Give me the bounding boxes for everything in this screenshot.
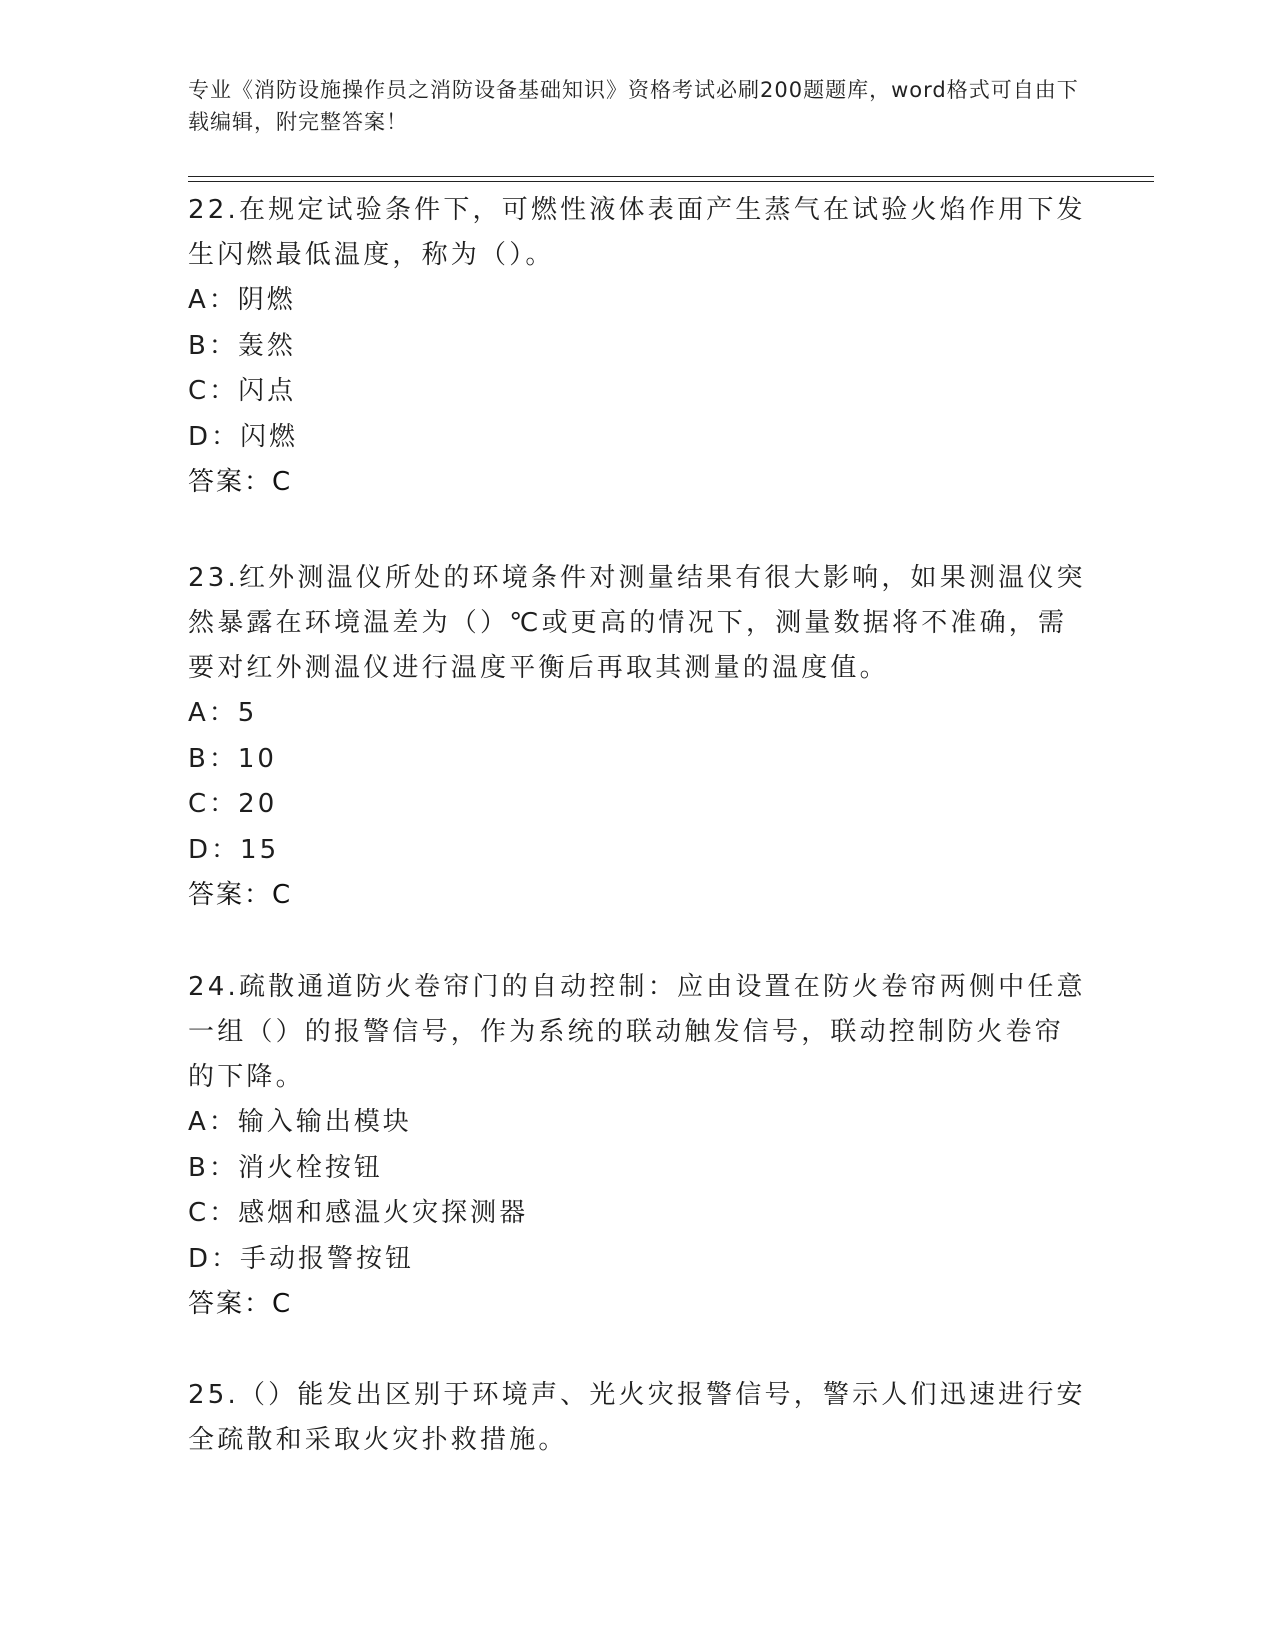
option-d: D：手动报警按钮: [188, 1243, 415, 1274]
option-d: D：15: [188, 834, 280, 865]
question-25: [188, 1373, 1088, 1463]
option-b: B：10: [188, 743, 277, 774]
option-b: B：消火栓按钮: [188, 1152, 383, 1183]
question-23: [188, 556, 1088, 918]
option-c: C：感烟和感温火灾探测器: [188, 1198, 529, 1228]
option-d: D：闪燃: [188, 421, 299, 452]
question-22: [188, 188, 1088, 505]
header-divider-top: [188, 176, 1154, 177]
option-c: C：闪点: [188, 376, 297, 406]
question-stem: 22.在规定试验条件下，可燃性液体表面产生蒸气在试验火焰作用下发生闪燃最低温度，称为（）。: [188, 195, 1086, 270]
answer-line: 答案：C: [188, 467, 293, 497]
answer-line: 答案：C: [188, 1289, 293, 1319]
question-24: [188, 965, 1088, 1327]
answer-line: 答案：C: [188, 880, 293, 910]
question-stem: 23.红外测温仪所处的环境条件对测量结果有很大影响，如果测温仪突然暴露在环境温差为（）℃或更高的情况下，测量数据将不准确，需要对红外测温仪进行温度平衡后再取其测量的温度值。: [188, 563, 1086, 683]
question-stem: 24.疏散通道防火卷帘门的自动控制：应由设置在防火卷帘两侧中任意一组（）的报警信号，作为系统的联动触发信号，联动控制防火卷帘的下降。: [188, 972, 1086, 1092]
question-stem: 25.（）能发出区别于环境声、光火灾报警信号，警示人们迅速进行安全疏散和采取火灾扑救措施。: [188, 1380, 1086, 1455]
header-divider-bottom: [188, 181, 1154, 182]
option-a: A：输入输出模块: [188, 1107, 412, 1137]
page-header: 专业《消防设施操作员之消防设备基础知识》资格考试必刷200题题库，word格式可自由下载编辑，附完整答案！: [188, 78, 1079, 134]
option-b: B：轰然: [188, 330, 296, 361]
option-a: A：阴燃: [188, 285, 296, 315]
option-a: A：5: [188, 698, 258, 728]
option-c: C：20: [188, 789, 278, 819]
